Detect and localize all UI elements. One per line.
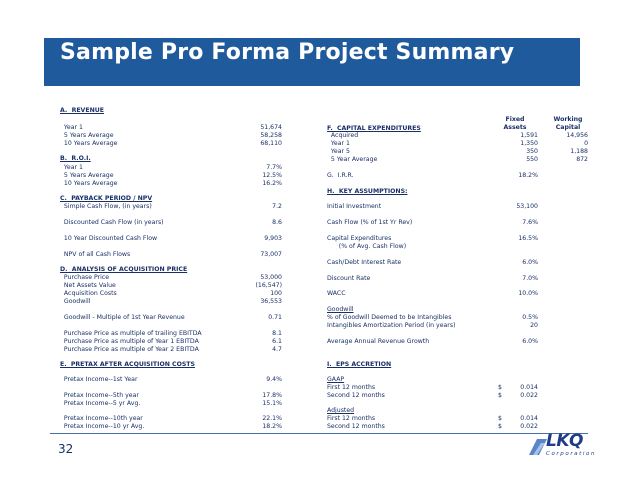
currency-symbol: $ (498, 415, 502, 422)
row-value: 350 (526, 148, 538, 155)
row-value: 0.5% (522, 314, 538, 321)
row-value: 53,000 (260, 274, 282, 281)
section-heading: H. KEY ASSUMPTIONS: (327, 188, 408, 195)
row-label: Capital Expenditures (327, 235, 392, 242)
row-label: 10 Years Average (60, 180, 118, 187)
row-label: Pretax Income--5 yr Avg. (60, 400, 141, 407)
row-value: 22.1% (262, 415, 282, 422)
row-value-2: 14,956 (566, 132, 588, 139)
row-label: (% of Avg. Cash Flow) (327, 243, 407, 250)
row-label: GAAP (327, 376, 345, 383)
page-number: 32 (58, 442, 74, 456)
row-value: 18.2% (518, 172, 538, 179)
row-label: 5 Years Average (60, 172, 114, 179)
row-value: 550 (526, 156, 538, 163)
row-value: 18.2% (262, 423, 282, 430)
row-value-2: 0 (584, 140, 588, 147)
row-value: 20 (530, 322, 538, 329)
section-heading: E. PRETAX AFTER ACQUISITION COSTS (60, 361, 195, 368)
row-value: 6.0% (522, 259, 538, 266)
row-label: 5 Year Average (327, 156, 378, 163)
section-heading: F. CAPITAL EXPENDITURES (327, 125, 421, 132)
row-value: 7.2 (272, 203, 282, 210)
row-label: Discount Rate (327, 275, 371, 282)
row-label: First 12 months (327, 384, 376, 391)
row-label: 5 Years Average (60, 132, 114, 139)
fixed-assets-header: Fixed Assets (503, 116, 527, 131)
row-label: Net Assets Value (60, 282, 116, 289)
row-value: 9.4% (266, 376, 282, 383)
row-label: % of Goodwill Deemed to be Intangibles (327, 314, 452, 321)
row-value: 0.022 (520, 392, 538, 399)
row-label: Cash/Debt Interest Rate (327, 259, 402, 266)
row-value: 1,591 (520, 132, 538, 139)
row-label: Purchase Price as multiple of Year 1 EBITDA (60, 338, 199, 345)
row-value: 12.5% (262, 172, 282, 179)
row-label: Year 1 (60, 124, 83, 131)
row-label: 10 Years Average (60, 140, 118, 147)
row-label: Purchase Price as multiple of Year 2 EBITDA (60, 346, 199, 353)
row-label: Acquisition Costs (60, 290, 117, 297)
row-value: 8.1 (272, 330, 282, 337)
row-label: Adjusted (327, 407, 355, 414)
row-label: 10 Year Discounted Cash Flow (60, 235, 158, 242)
logo-subtitle: Corporation (546, 451, 597, 457)
row-label: Simple Cash Flow, (in years) (60, 203, 152, 210)
row-value: 7.0% (522, 275, 538, 282)
row-label: Goodwill - Multiple of 1st Year Revenue (60, 314, 185, 321)
row-value-2: 872 (576, 156, 588, 163)
currency-symbol: $ (498, 392, 502, 399)
row-value: 68,110 (260, 140, 282, 147)
row-value: 16.2% (262, 180, 282, 187)
row-value-2: 1,188 (570, 148, 588, 155)
row-label: WACC (327, 290, 346, 297)
section-heading: D. ANALYSIS OF ACQUISITION PRICE (60, 266, 188, 273)
footer-divider (50, 433, 588, 434)
row-label: Pretax Income--1st Year (60, 376, 138, 383)
row-value: 0.014 (520, 384, 538, 391)
row-label: Initial Investment (327, 203, 382, 210)
row-value: 100 (270, 290, 282, 297)
row-label: Average Annual Revenue Growth (327, 338, 430, 345)
currency-symbol: $ (498, 423, 502, 430)
row-value: (16,547) (255, 282, 282, 289)
row-label: Acquired (327, 132, 359, 139)
section-heading: B. R.O.I. (60, 155, 91, 162)
section-heading: C. PAYBACK PERIOD / NPV (60, 195, 153, 202)
row-label: NPV of all Cash Flows (60, 251, 131, 258)
row-label: Pretax Income--5th year (60, 392, 139, 399)
row-label: Year 1 (60, 164, 83, 171)
logo-text: LKQ (546, 431, 583, 451)
row-value: 17.8% (262, 392, 282, 399)
page-title: Sample Pro Forma Project Summary (60, 40, 515, 65)
row-value: 10.0% (518, 290, 538, 297)
row-value: 6.0% (522, 338, 538, 345)
row-value: 58,258 (260, 132, 282, 139)
row-value: 16.5% (518, 235, 538, 242)
row-label: Second 12 months (327, 423, 385, 430)
row-value: 0.71 (268, 314, 282, 321)
row-value: 73,007 (260, 251, 282, 258)
row-label: Year 5 (327, 148, 350, 155)
row-value: 6.1 (272, 338, 282, 345)
row-label: First 12 months (327, 415, 376, 422)
row-label: Intangibles Amortization Period (in years) (327, 322, 456, 329)
row-value: 8.6 (272, 219, 282, 226)
row-value: 4.7 (272, 346, 282, 353)
row-label: Pretax Income--10 yr Avg. (60, 423, 145, 430)
row-label: Goodwill (60, 298, 91, 305)
row-value: 53,100 (516, 203, 538, 210)
row-value: 51,674 (260, 124, 282, 131)
row-label: Purchase Price (60, 274, 110, 281)
row-value: 9,903 (264, 235, 282, 242)
working-capital-header: Working Capital (553, 116, 583, 131)
row-value: 15.1% (262, 400, 282, 407)
row-label: Year 1 (327, 140, 350, 147)
row-label: Pretax Income--10th year (60, 415, 143, 422)
currency-symbol: $ (498, 384, 502, 391)
section-heading: A. REVENUE (60, 107, 104, 114)
row-label: Cash Flow (% of 1st Yr Rev) (327, 219, 413, 226)
row-value: 7.7% (266, 164, 282, 171)
row-value: 0.022 (520, 423, 538, 430)
row-value: 1,350 (520, 140, 538, 147)
row-value: 7.6% (522, 219, 538, 226)
section-heading: I. EPS ACCRETION (327, 361, 392, 368)
row-label: Purchase Price as multiple of trailing EBITDA (60, 330, 202, 337)
row-label: G. I.R.R. (327, 172, 354, 179)
row-value: 0.014 (520, 415, 538, 422)
row-label: Second 12 months (327, 392, 385, 399)
row-label: Goodwill (327, 306, 354, 313)
row-value: 36,553 (260, 298, 282, 305)
row-label: Discounted Cash Flow (in years) (60, 219, 164, 226)
